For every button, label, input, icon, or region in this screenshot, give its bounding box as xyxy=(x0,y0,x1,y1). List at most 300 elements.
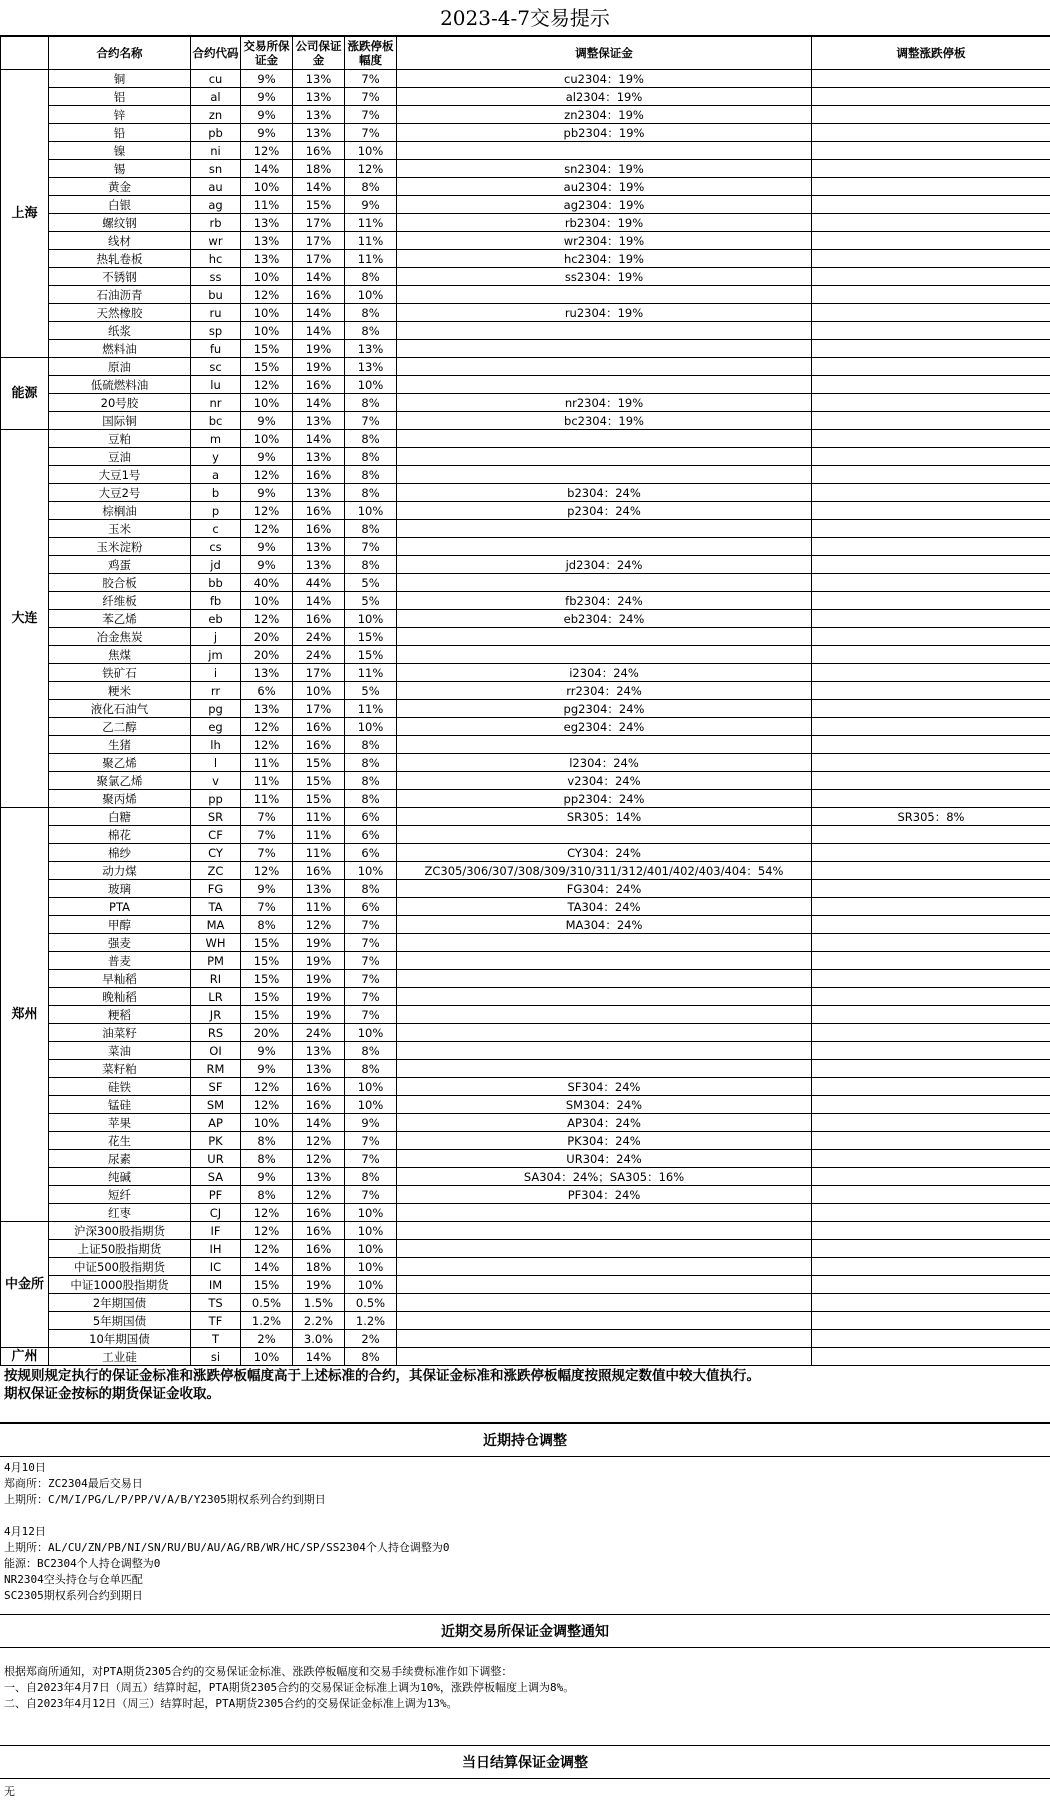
contract-code-cell: nr xyxy=(191,394,241,412)
contract-name-cell: 苹果 xyxy=(49,1114,191,1132)
exchange-margin-cell: 10% xyxy=(241,304,293,322)
adjusted-margin-cell xyxy=(397,1276,812,1294)
table-row xyxy=(1,556,1050,574)
company-margin-cell: 16% xyxy=(293,718,345,736)
table-row xyxy=(1,304,1050,322)
company-margin-cell: 1.5% xyxy=(293,1294,345,1312)
contract-name-cell: 玉米 xyxy=(49,520,191,538)
exchange-margin-cell: 15% xyxy=(241,988,293,1006)
exchange-margin-cell: 15% xyxy=(241,1276,293,1294)
contract-name-cell: 玉米淀粉 xyxy=(49,538,191,556)
exchange-margin-cell: 9% xyxy=(241,1042,293,1060)
contract-name-cell: 原油 xyxy=(49,358,191,376)
header-contract-name: 合约名称 xyxy=(49,37,191,70)
contract-code-cell: pb xyxy=(191,124,241,142)
exchange-margin-cell: 15% xyxy=(241,1006,293,1024)
contract-code-cell: LR xyxy=(191,988,241,1006)
adjusted-limit-cell xyxy=(812,1222,1050,1240)
adjusted-limit-cell xyxy=(812,1330,1050,1348)
contract-name-cell: 10年期国债 xyxy=(49,1330,191,1348)
limit-range-cell: 7% xyxy=(345,934,397,952)
adjusted-limit-cell xyxy=(812,1294,1050,1312)
table-row xyxy=(1,358,1050,376)
adjusted-margin-cell: v2304：24% xyxy=(397,772,812,790)
exchange-margin-cell: 10% xyxy=(241,1348,293,1366)
contract-name-cell: 棉花 xyxy=(49,826,191,844)
table-row xyxy=(1,466,1050,484)
adjusted-margin-cell: ss2304：19% xyxy=(397,268,812,286)
company-margin-cell: 13% xyxy=(293,70,345,88)
exchange-margin-cell: 7% xyxy=(241,898,293,916)
exchange-margin-cell: 40% xyxy=(241,574,293,592)
table-row xyxy=(1,1276,1050,1294)
margin-table xyxy=(0,36,1050,1366)
table-row xyxy=(1,394,1050,412)
limit-range-cell: 8% xyxy=(345,1168,397,1186)
table-row xyxy=(1,610,1050,628)
adjusted-margin-cell xyxy=(397,736,812,754)
contract-code-cell: b xyxy=(191,484,241,502)
company-margin-cell: 16% xyxy=(293,1204,345,1222)
adjusted-limit-cell xyxy=(812,106,1050,124)
company-margin-cell: 13% xyxy=(293,1168,345,1186)
exchange-margin-cell: 13% xyxy=(241,232,293,250)
limit-range-cell: 10% xyxy=(345,1276,397,1294)
adjusted-limit-cell xyxy=(812,268,1050,286)
table-row xyxy=(1,1186,1050,1204)
limit-range-cell: 7% xyxy=(345,124,397,142)
contract-name-cell: 热轧卷板 xyxy=(49,250,191,268)
table-row xyxy=(1,646,1050,664)
settlement-adjust-body xyxy=(0,1782,1050,1802)
company-margin-cell: 14% xyxy=(293,268,345,286)
adjusted-margin-cell: nr2304：19% xyxy=(397,394,812,412)
adjusted-limit-cell xyxy=(812,412,1050,430)
table-row xyxy=(1,718,1050,736)
contract-name-cell: 尿素 xyxy=(49,1150,191,1168)
table-row xyxy=(1,1006,1050,1024)
limit-range-cell: 8% xyxy=(345,1042,397,1060)
adjusted-margin-cell: CY304：24% xyxy=(397,844,812,862)
contract-name-cell: 晚籼稻 xyxy=(49,988,191,1006)
limit-range-cell: 13% xyxy=(345,340,397,358)
contract-name-cell: 20号胶 xyxy=(49,394,191,412)
adjusted-margin-cell xyxy=(397,322,812,340)
exchange-margin-cell: 13% xyxy=(241,214,293,232)
contract-name-cell: 聚丙烯 xyxy=(49,790,191,808)
limit-range-cell: 10% xyxy=(345,1204,397,1222)
contract-code-cell: v xyxy=(191,772,241,790)
adjusted-margin-cell: rr2304：24% xyxy=(397,682,812,700)
adjusted-limit-cell xyxy=(812,70,1050,88)
table-row xyxy=(1,1240,1050,1258)
contract-code-cell: PF xyxy=(191,1186,241,1204)
company-margin-cell: 16% xyxy=(293,862,345,880)
position-adjust-body xyxy=(0,1458,1050,1606)
limit-range-cell: 10% xyxy=(345,1258,397,1276)
contract-code-cell: sc xyxy=(191,358,241,376)
adjusted-margin-cell xyxy=(397,358,812,376)
table-row xyxy=(1,430,1050,448)
table-row xyxy=(1,970,1050,988)
contract-code-cell: RM xyxy=(191,1060,241,1078)
contract-code-cell: au xyxy=(191,178,241,196)
adjusted-margin-cell: p2304：24% xyxy=(397,502,812,520)
contract-code-cell: OI xyxy=(191,1042,241,1060)
contract-name-cell: 黄金 xyxy=(49,178,191,196)
exchange-margin-cell: 13% xyxy=(241,700,293,718)
section-line xyxy=(4,1508,1046,1524)
contract-code-cell: TS xyxy=(191,1294,241,1312)
contract-name-cell: 豆油 xyxy=(49,448,191,466)
contract-name-cell: 锰硅 xyxy=(49,1096,191,1114)
contract-code-cell: AP xyxy=(191,1114,241,1132)
exchange-margin-cell: 20% xyxy=(241,1024,293,1042)
limit-range-cell: 6% xyxy=(345,808,397,826)
adjusted-limit-cell xyxy=(812,880,1050,898)
exchange-margin-cell: 15% xyxy=(241,358,293,376)
company-margin-cell: 16% xyxy=(293,1096,345,1114)
table-row xyxy=(1,700,1050,718)
company-margin-cell: 17% xyxy=(293,700,345,718)
table-row xyxy=(1,1330,1050,1348)
contract-name-cell: 鸡蛋 xyxy=(49,556,191,574)
rules-line: 期权保证金按标的期货保证金收取。 xyxy=(4,1386,220,1402)
company-margin-cell: 13% xyxy=(293,88,345,106)
contract-name-cell: 沪深300股指期货 xyxy=(49,1222,191,1240)
adjusted-margin-cell xyxy=(397,952,812,970)
adjusted-limit-cell xyxy=(812,340,1050,358)
table-row xyxy=(1,88,1050,106)
contract-code-cell: TF xyxy=(191,1312,241,1330)
exchange-margin-cell: 12% xyxy=(241,718,293,736)
contract-code-cell: lu xyxy=(191,376,241,394)
contract-name-cell: 菜油 xyxy=(49,1042,191,1060)
contract-name-cell: 豆粕 xyxy=(49,430,191,448)
table-row xyxy=(1,484,1050,502)
limit-range-cell: 2% xyxy=(345,1330,397,1348)
exchange-margin-cell: 9% xyxy=(241,412,293,430)
limit-range-cell: 6% xyxy=(345,826,397,844)
adjusted-margin-cell: al2304：19% xyxy=(397,88,812,106)
contract-code-cell: bu xyxy=(191,286,241,304)
contract-name-cell: 中证500股指期货 xyxy=(49,1258,191,1276)
adjusted-limit-cell xyxy=(812,970,1050,988)
adjusted-margin-cell: ru2304：19% xyxy=(397,304,812,322)
table-row xyxy=(1,70,1050,88)
contract-code-cell: ag xyxy=(191,196,241,214)
exchange-margin-cell: 8% xyxy=(241,1150,293,1168)
contract-code-cell: ss xyxy=(191,268,241,286)
limit-range-cell: 7% xyxy=(345,1186,397,1204)
company-margin-cell: 44% xyxy=(293,574,345,592)
exchange-margin-cell: 12% xyxy=(241,142,293,160)
contract-name-cell: 短纤 xyxy=(49,1186,191,1204)
adjusted-limit-cell xyxy=(812,214,1050,232)
adjusted-margin-cell: SF304：24% xyxy=(397,1078,812,1096)
adjusted-limit-cell xyxy=(812,700,1050,718)
adjusted-margin-cell: ag2304：19% xyxy=(397,196,812,214)
table-row xyxy=(1,232,1050,250)
section-line: SC2305期权系列合约到期日 xyxy=(4,1589,143,1602)
contract-code-cell: SA xyxy=(191,1168,241,1186)
company-margin-cell: 16% xyxy=(293,610,345,628)
contract-name-cell: 5年期国债 xyxy=(49,1312,191,1330)
contract-name-cell: 聚氯乙烯 xyxy=(49,772,191,790)
adjusted-margin-cell xyxy=(397,538,812,556)
company-margin-cell: 14% xyxy=(293,178,345,196)
table-row xyxy=(1,916,1050,934)
adjusted-limit-cell xyxy=(812,664,1050,682)
limit-range-cell: 8% xyxy=(345,394,397,412)
exchange-margin-cell: 10% xyxy=(241,430,293,448)
exchange-margin-cell: 10% xyxy=(241,268,293,286)
adjusted-limit-cell xyxy=(812,1060,1050,1078)
limit-range-cell: 8% xyxy=(345,322,397,340)
exchange-margin-cell: 12% xyxy=(241,610,293,628)
company-margin-cell: 16% xyxy=(293,466,345,484)
limit-range-cell: 10% xyxy=(345,502,397,520)
contract-code-cell: pp xyxy=(191,790,241,808)
adjusted-margin-cell: pg2304：24% xyxy=(397,700,812,718)
exchange-margin-cell: 9% xyxy=(241,106,293,124)
limit-range-cell: 8% xyxy=(345,880,397,898)
adjusted-limit-cell xyxy=(812,196,1050,214)
contract-name-cell: 不锈钢 xyxy=(49,268,191,286)
contract-name-cell: 粳米 xyxy=(49,682,191,700)
company-margin-cell: 16% xyxy=(293,286,345,304)
contract-code-cell: ZC xyxy=(191,862,241,880)
company-margin-cell: 19% xyxy=(293,1276,345,1294)
contract-name-cell: 天然橡胶 xyxy=(49,304,191,322)
adjusted-limit-cell xyxy=(812,646,1050,664)
company-margin-cell: 13% xyxy=(293,556,345,574)
adjusted-margin-cell xyxy=(397,430,812,448)
rules-note xyxy=(0,1363,1050,1423)
limit-range-cell: 8% xyxy=(345,448,397,466)
adjusted-margin-cell: b2304：24% xyxy=(397,484,812,502)
exchange-margin-cell: 12% xyxy=(241,520,293,538)
adjusted-limit-cell xyxy=(812,1276,1050,1294)
company-margin-cell: 13% xyxy=(293,1060,345,1078)
contract-code-cell: T xyxy=(191,1330,241,1348)
exchange-margin-cell: 2% xyxy=(241,1330,293,1348)
contract-code-cell: jd xyxy=(191,556,241,574)
adjusted-margin-cell: l2304：24% xyxy=(397,754,812,772)
adjusted-margin-cell xyxy=(397,286,812,304)
adjusted-limit-cell xyxy=(812,952,1050,970)
contract-name-cell: 甲醇 xyxy=(49,916,191,934)
contract-name-cell: 石油沥青 xyxy=(49,286,191,304)
contract-code-cell: PM xyxy=(191,952,241,970)
margin-notice-title: 近期交易所保证金调整通知 xyxy=(0,1614,1050,1648)
header-exchange-margin: 交易所保证金 xyxy=(241,37,293,70)
table-row xyxy=(1,520,1050,538)
company-margin-cell: 13% xyxy=(293,880,345,898)
table-row xyxy=(1,412,1050,430)
company-margin-cell: 14% xyxy=(293,1114,345,1132)
contract-name-cell: 冶金焦炭 xyxy=(49,628,191,646)
limit-range-cell: 8% xyxy=(345,736,397,754)
company-margin-cell: 13% xyxy=(293,106,345,124)
company-margin-cell: 17% xyxy=(293,250,345,268)
exchange-margin-cell: 12% xyxy=(241,1240,293,1258)
contract-name-cell: 铜 xyxy=(49,70,191,88)
adjusted-limit-cell xyxy=(812,628,1050,646)
contract-code-cell: SF xyxy=(191,1078,241,1096)
table-row xyxy=(1,1204,1050,1222)
company-margin-cell: 15% xyxy=(293,196,345,214)
company-margin-cell: 18% xyxy=(293,1258,345,1276)
contract-code-cell: RI xyxy=(191,970,241,988)
region-cell: 能源 xyxy=(1,358,49,430)
limit-range-cell: 8% xyxy=(345,304,397,322)
company-margin-cell: 11% xyxy=(293,898,345,916)
section-line: 上期所：C/M/I/PG/L/P/PP/V/A/B/Y2305期权系列合约到期日 xyxy=(4,1493,326,1506)
limit-range-cell: 8% xyxy=(345,484,397,502)
adjusted-limit-cell xyxy=(812,898,1050,916)
limit-range-cell: 7% xyxy=(345,970,397,988)
contract-code-cell: jm xyxy=(191,646,241,664)
contract-name-cell: 上证50股指期货 xyxy=(49,1240,191,1258)
limit-range-cell: 7% xyxy=(345,538,397,556)
company-margin-cell: 17% xyxy=(293,214,345,232)
exchange-margin-cell: 9% xyxy=(241,538,293,556)
contract-name-cell: 镍 xyxy=(49,142,191,160)
adjusted-margin-cell: rb2304：19% xyxy=(397,214,812,232)
contract-name-cell: 早籼稻 xyxy=(49,970,191,988)
table-row xyxy=(1,880,1050,898)
exchange-margin-cell: 15% xyxy=(241,970,293,988)
limit-range-cell: 10% xyxy=(345,1240,397,1258)
exchange-margin-cell: 15% xyxy=(241,934,293,952)
section-line: 4月10日 xyxy=(4,1461,46,1474)
company-margin-cell: 16% xyxy=(293,1240,345,1258)
adjusted-limit-cell xyxy=(812,1186,1050,1204)
contract-name-cell: 动力煤 xyxy=(49,862,191,880)
limit-range-cell: 5% xyxy=(345,574,397,592)
exchange-margin-cell: 7% xyxy=(241,826,293,844)
contract-code-cell: pg xyxy=(191,700,241,718)
adjusted-limit-cell xyxy=(812,1168,1050,1186)
contract-code-cell: j xyxy=(191,628,241,646)
company-margin-cell: 12% xyxy=(293,1150,345,1168)
contract-code-cell: i xyxy=(191,664,241,682)
table-row xyxy=(1,268,1050,286)
exchange-margin-cell: 10% xyxy=(241,394,293,412)
contract-code-cell: CF xyxy=(191,826,241,844)
contract-name-cell: 铝 xyxy=(49,88,191,106)
contract-code-cell: p xyxy=(191,502,241,520)
section-line: 根据郑商所通知，对PTA期货2305合约的交易保证金标准、涨跌停板幅度和交易手续费标准作如下调整： xyxy=(4,1665,513,1678)
adjusted-margin-cell xyxy=(397,466,812,484)
contract-code-cell: fu xyxy=(191,340,241,358)
adjusted-limit-cell xyxy=(812,556,1050,574)
adjusted-limit-cell xyxy=(812,754,1050,772)
adjusted-limit-cell xyxy=(812,448,1050,466)
company-margin-cell: 16% xyxy=(293,520,345,538)
contract-code-cell: sn xyxy=(191,160,241,178)
exchange-margin-cell: 12% xyxy=(241,862,293,880)
company-margin-cell: 19% xyxy=(293,358,345,376)
table-row xyxy=(1,160,1050,178)
section-line: 一、自2023年4月7日（周五）结算时起，PTA期货2305合约的交易保证金标准上调为10%，涨跌停板幅度上调为8%。 xyxy=(4,1681,575,1694)
contract-name-cell: 低硫燃料油 xyxy=(49,376,191,394)
limit-range-cell: 7% xyxy=(345,988,397,1006)
contract-code-cell: sp xyxy=(191,322,241,340)
table-row xyxy=(1,1222,1050,1240)
adjusted-limit-cell xyxy=(812,502,1050,520)
adjusted-margin-cell xyxy=(397,1024,812,1042)
company-margin-cell: 11% xyxy=(293,808,345,826)
contract-code-cell: CY xyxy=(191,844,241,862)
contract-name-cell: 棉纱 xyxy=(49,844,191,862)
contract-name-cell: 白银 xyxy=(49,196,191,214)
adjusted-limit-cell xyxy=(812,88,1050,106)
contract-name-cell: 油菜籽 xyxy=(49,1024,191,1042)
table-row xyxy=(1,214,1050,232)
contract-name-cell: 锡 xyxy=(49,160,191,178)
adjusted-margin-cell: cu2304：19% xyxy=(397,70,812,88)
header-adjusted-limit: 调整涨跌停板 xyxy=(812,37,1050,70)
exchange-margin-cell: 11% xyxy=(241,772,293,790)
limit-range-cell: 8% xyxy=(345,556,397,574)
exchange-margin-cell: 9% xyxy=(241,448,293,466)
adjusted-margin-cell xyxy=(397,448,812,466)
adjusted-limit-cell xyxy=(812,466,1050,484)
contract-code-cell: rr xyxy=(191,682,241,700)
limit-range-cell: 11% xyxy=(345,250,397,268)
company-margin-cell: 16% xyxy=(293,142,345,160)
adjusted-limit-cell xyxy=(812,1024,1050,1042)
exchange-margin-cell: 14% xyxy=(241,1258,293,1276)
adjusted-limit-cell xyxy=(812,790,1050,808)
adjusted-limit-cell xyxy=(812,934,1050,952)
adjusted-margin-cell: SR305：14% xyxy=(397,808,812,826)
table-row xyxy=(1,376,1050,394)
contract-name-cell: 纤维板 xyxy=(49,592,191,610)
adjusted-margin-cell xyxy=(397,1222,812,1240)
table-row xyxy=(1,682,1050,700)
limit-range-cell: 10% xyxy=(345,1024,397,1042)
limit-range-cell: 8% xyxy=(345,520,397,538)
adjusted-margin-cell: UR304：24% xyxy=(397,1150,812,1168)
section-line: NR2304空头持仓与仓单匹配 xyxy=(4,1573,143,1586)
limit-range-cell: 9% xyxy=(345,196,397,214)
adjusted-limit-cell xyxy=(812,1078,1050,1096)
company-margin-cell: 18% xyxy=(293,160,345,178)
limit-range-cell: 8% xyxy=(345,178,397,196)
table-row xyxy=(1,808,1050,826)
contract-code-cell: PK xyxy=(191,1132,241,1150)
contract-name-cell: 工业硅 xyxy=(49,1348,191,1366)
contract-name-cell: 铅 xyxy=(49,124,191,142)
exchange-margin-cell: 7% xyxy=(241,844,293,862)
company-margin-cell: 12% xyxy=(293,916,345,934)
adjusted-margin-cell xyxy=(397,1006,812,1024)
contract-name-cell: 玻璃 xyxy=(49,880,191,898)
table-row xyxy=(1,592,1050,610)
adjusted-margin-cell xyxy=(397,142,812,160)
limit-range-cell: 6% xyxy=(345,898,397,916)
adjusted-limit-cell xyxy=(812,304,1050,322)
limit-range-cell: 7% xyxy=(345,70,397,88)
section-line: 无 xyxy=(4,1785,15,1798)
table-row xyxy=(1,196,1050,214)
table-row xyxy=(1,1114,1050,1132)
limit-range-cell: 10% xyxy=(345,142,397,160)
exchange-margin-cell: 9% xyxy=(241,88,293,106)
